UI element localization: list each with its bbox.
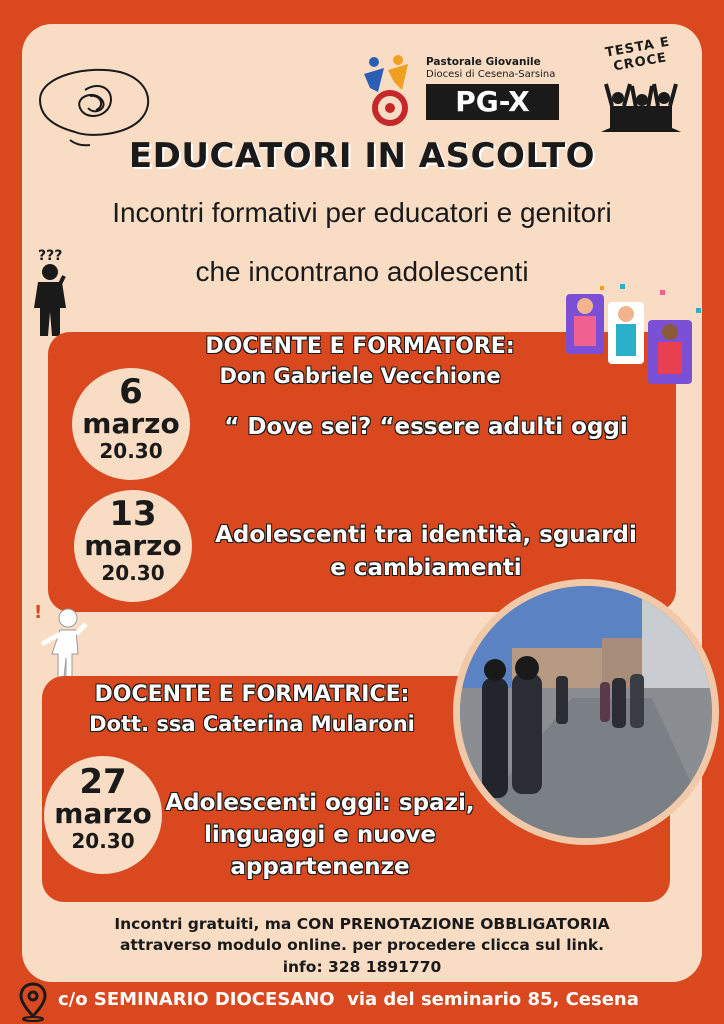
subtitle-line2: che incontrano adolescenti [195, 256, 529, 287]
event-topic-2-line1: Adolescenti tra identità, sguardi [215, 522, 637, 548]
street-photo [452, 578, 720, 846]
event-month: marzo [84, 529, 182, 562]
event-day: 27 [79, 762, 127, 802]
cheering-crowd-icon [596, 70, 686, 135]
logo-line1: Pastorale Giovanile [426, 56, 541, 68]
location-pin-icon [18, 982, 48, 1022]
event-topic-3-line1: Adolescenti oggi: spazi, [165, 790, 475, 816]
event-month: marzo [54, 797, 152, 830]
event-topic-2-line2: e cambiamenti [330, 555, 522, 581]
teens-celebrating-icon [560, 280, 710, 390]
section2-name: Dott. ssa Caterina Mularoni [89, 712, 415, 736]
section1-role: DOCENTE E FORMATORE: [205, 334, 515, 359]
pgx-logo [360, 52, 565, 126]
confused-person-icon [30, 600, 94, 680]
subtitle-line1: Incontri formativi per educatori e genitori [112, 197, 612, 228]
event-topic-3-line3: appartenenze [230, 854, 410, 880]
logo-mark: PG-X [426, 84, 559, 120]
testa-e-croce-badge [578, 34, 698, 140]
location-text[interactable]: c/o SEMINARIO DIOCESANO via del seminario 85, Cesena [58, 989, 639, 1010]
section1-name: Don Gabriele Vecchione [219, 364, 501, 388]
logo-line2: Diocesi di Cesena-Sarsina [426, 69, 556, 80]
pastorale-figures-icon [360, 52, 416, 126]
thinking-person-icon [30, 246, 80, 338]
page-title: EDUCATORI IN ASCOLTO [128, 136, 596, 176]
svg-text:???: ??? [38, 248, 63, 264]
badge-text: TESTA E CROCE [604, 34, 672, 75]
footer-line2: attraverso modulo online. per procedere clicca sul link. [119, 936, 605, 954]
event-date-3 [44, 756, 162, 874]
event-day: 6 [119, 372, 143, 412]
event-month: marzo [82, 407, 180, 440]
event-date-2 [74, 490, 192, 602]
event-topic-3-line2: linguaggi e nuove [203, 822, 437, 848]
footer-line3: info: 328 1891770 [282, 958, 442, 976]
footer-line1: Incontri gratuiti, ma CON PRENOTAZIONE OBBLIGATORIA [114, 915, 610, 933]
event-day: 13 [109, 494, 157, 534]
event-date-1 [72, 368, 190, 480]
event-time: 20.30 [99, 439, 163, 463]
event-topic-1: “ Dove sei? “essere adulti oggi [224, 414, 628, 440]
event-time: 20.30 [101, 561, 165, 585]
event-time: 20.30 [71, 829, 135, 853]
svg-text:!: ! [34, 602, 43, 623]
section2-role: DOCENTE E FORMATRICE: [94, 682, 410, 707]
